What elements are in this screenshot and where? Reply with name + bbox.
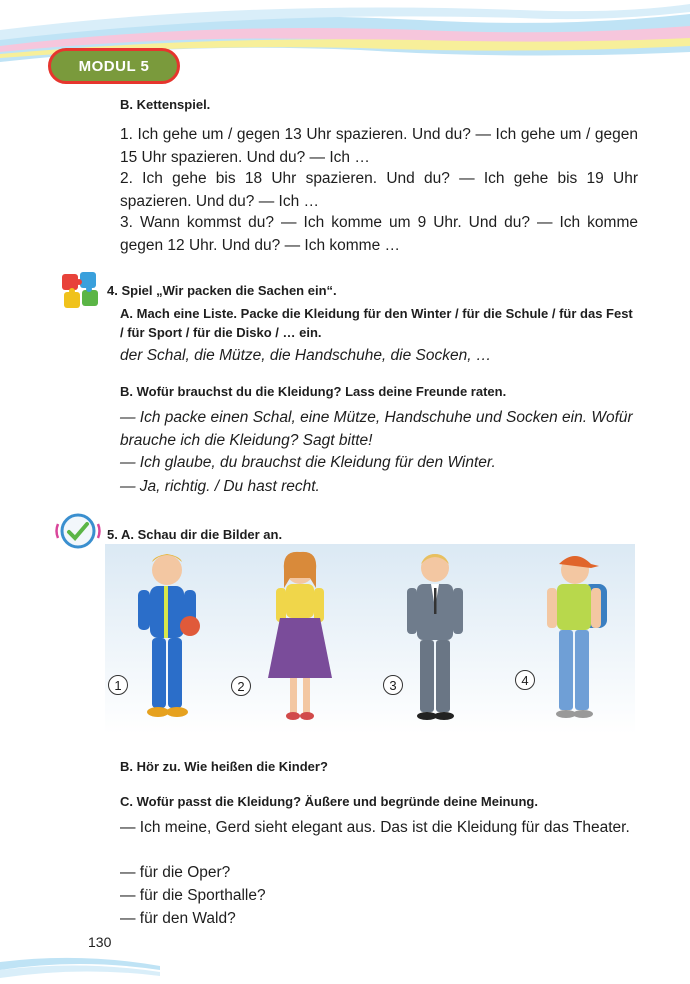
task5-heading: 5. A. Schau dir die Bilder an. (107, 527, 283, 542)
page-number: 130 (88, 934, 112, 950)
child-1-illustration (120, 548, 215, 728)
picture-number-4: 4 (515, 670, 535, 690)
task4-dialogue-2: — Ich glaube, du brauchst die Kleidung für den Winter. (120, 454, 496, 471)
child-4-illustration (535, 548, 620, 728)
kettenspiel-item-1: 1. Ich gehe um / gegen 13 Uhr spazieren. Und du? — Ich gehe um / gegen 15 Uhr spazieren. Und du? — Ich … (120, 126, 638, 166)
task4-dialogue-3: — Ja, richtig. / Du hast recht. (120, 478, 320, 495)
kettenspiel-heading: B. Kettenspiel. (120, 97, 211, 112)
task4-b-heading: B. Wofür brauchst du die Kleidung? Lass deine Freunde raten. (120, 384, 507, 399)
task4-a-heading: A. Mach eine Liste. Packe die Kleidung für den Winter / für die Schule / für das Fest / für Sport / für die Disko / … ein. (120, 306, 633, 340)
picture-number-3: 3 (383, 675, 403, 695)
task4-dialogue-1: — Ich packe einen Schal, eine Mütze, Handschuhe und Socken ein. Wofür brauche ich die Kleidung? Sagt bitte! (120, 409, 633, 449)
module-badge: MODUL 5 (48, 48, 180, 84)
task4-heading: 4. Spiel „Wir packen die Sachen ein“. (107, 283, 337, 298)
task4-a-example: der Schal, die Mütze, die Handschuhe, die Socken, … (120, 347, 492, 364)
child-3-illustration (395, 548, 475, 728)
child-2-illustration (258, 548, 343, 728)
picture-number-1: 1 (108, 675, 128, 695)
task5-c-line-3: — für die Sporthalle? (120, 887, 266, 904)
kettenspiel-item-2: 2. Ich gehe bis 18 Uhr spazieren. Und du? — Ich gehe bis 19 Uhr spazieren. Und du? — Ich … (120, 170, 638, 210)
task5-c-line-4: — für den Wald? (120, 910, 236, 927)
puzzle-icon (58, 270, 104, 312)
task5-c-line-1: — Ich meine, Gerd sieht elegant aus. Das ist die Kleidung für das Theater. (120, 819, 630, 836)
task5-c-line-2: — für die Oper? (120, 864, 231, 881)
task5-b-heading: B. Hör zu. Wie heißen die Kinder? (120, 759, 328, 774)
task5-c-heading: C. Wofür passt die Kleidung? Äußere und begründe deine Meinung. (120, 794, 538, 809)
picture-number-2: 2 (231, 676, 251, 696)
listening-icon (55, 512, 101, 550)
kettenspiel-item-3: 3. Wann kommst du? — Ich komme um 9 Uhr. Und du? — Ich komme gegen 12 Uhr. Und du? — Ich komme … (120, 214, 638, 254)
footer-wave (0, 948, 160, 984)
